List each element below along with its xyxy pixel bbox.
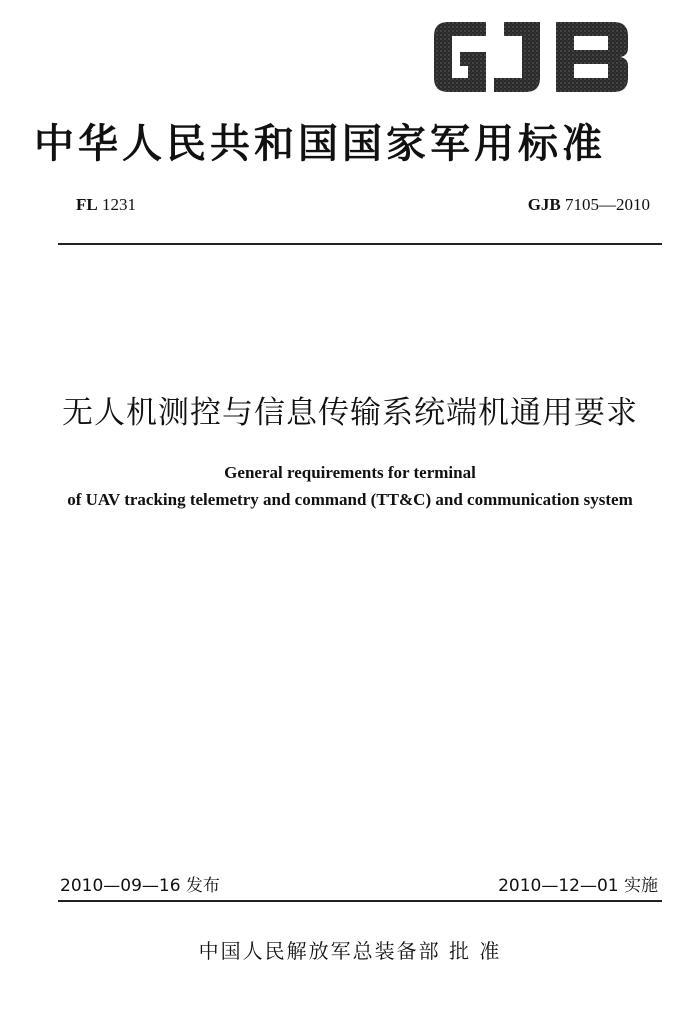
- fl-classification: [76, 195, 136, 215]
- fl-label: FL: [76, 195, 98, 214]
- standard-prefix: GJB: [527, 195, 561, 214]
- bottom-divider: [58, 900, 662, 902]
- english-title-line-1: General requirements for terminal: [224, 463, 476, 482]
- gjb-logo: [428, 14, 634, 100]
- top-divider: [58, 243, 662, 245]
- national-standard-title: 中华人民共和国国家军用标准: [34, 120, 606, 167]
- english-title: [0, 459, 700, 513]
- standard-number: [528, 195, 650, 215]
- issue-date: 2010—09—16 发布: [60, 876, 220, 896]
- chinese-title: 无人机测控与信息传输系统端机通用要求: [62, 395, 638, 431]
- english-title-line-2: of UAV tracking telemetry and command (TT&C) and communication system: [67, 490, 633, 509]
- implementation-date: 2010—12—01 实施: [498, 876, 658, 896]
- approval-authority: 中国人民解放军总装备部 批 准: [198, 939, 502, 963]
- fl-number: 1231: [101, 195, 136, 214]
- standard-code: 7105—2010: [565, 195, 650, 214]
